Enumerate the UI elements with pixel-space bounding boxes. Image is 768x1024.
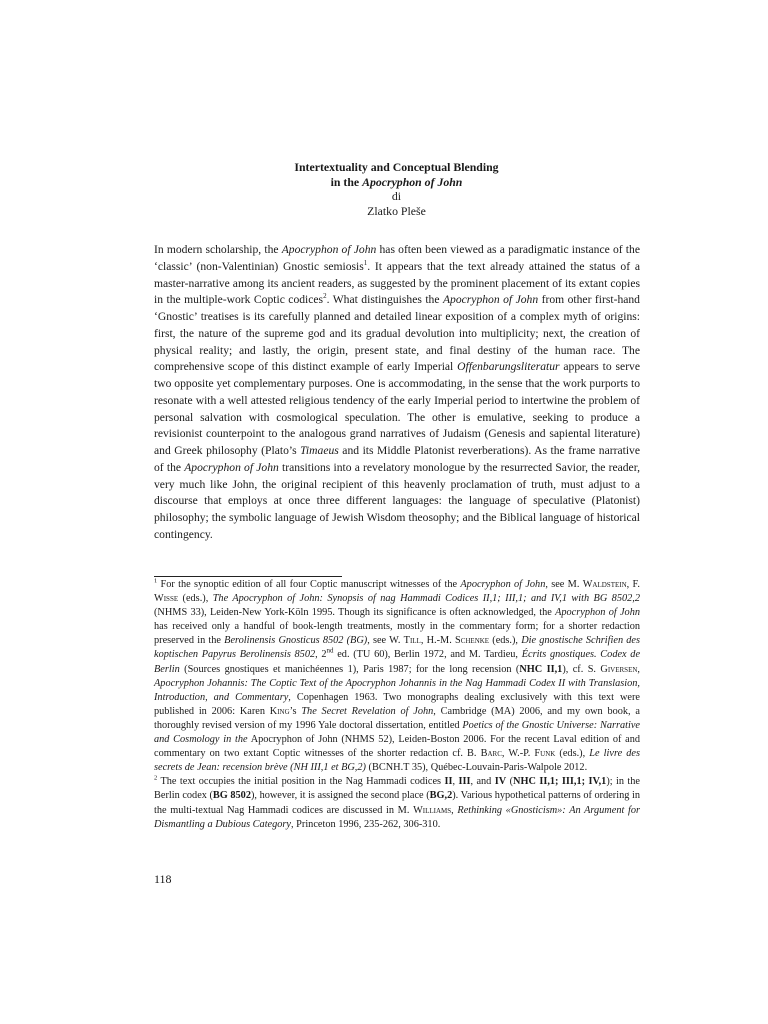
footnote-ref-1[interactable]: 1: [363, 258, 368, 267]
footnotes: [154, 578, 640, 832]
footnote-ref-2[interactable]: 2: [323, 292, 327, 301]
footnote-2: $^2$ The text occupies the initial position in the Nag Hammadi codices II, III, and IV (NHC II,1; III,1; IV,1); in the Berlin codex (BG 8502), however, it is assigned the second place (BG,2). Various hypothetical patterns of ordering in the multi-textual Nag Hammadi codices are discussed in M. Williams, Rethinking «Gnosticism»: An Argument for Dismantling a Dubious Category, Princeton 1996, 235-262, 306-310.: [154, 774, 641, 830]
article-title-line2: in the Apocryphon of John: [330, 174, 463, 189]
author-name: Zlatko Pleše: [367, 203, 426, 218]
footnote-divider: [154, 576, 342, 577]
author-preposition: di: [391, 189, 402, 203]
footnote-1: $^1$ For the synoptic edition of all four Coptic manuscript witnesses of the Apocryphon of John, see M. Waldstein, F. Wisse (eds.), The Apocryphon of John: Synopsis of nag Hammadi Codices II,1; III,1; and IV,1 with BG 8502,2 (NHMS 33), Leiden-New York-Köln 1995. Though its significance is often acknowledged, the Apocryphon of John has received only a handful of book-length treatments, mostly in the commentary form; for a shorter redaction preserved in the Berolinensis Gnosticus 8502 (BG), see W. Till, H.-M. Schenke (eds.), Die gnostische Schrifien des koptischen Papyrus Berolinensis 8502, 2nd ed. (TU 60), Berlin 1972, and M. Tardieu, Écrits gnostiques. Codex de Berlin (Sources gnostiques et manichéennes 1), Paris 1987; for the long recension (NHC II,1), cf. S. Giversen, Apocryphon Johannis: The Coptic Text of the Apocryphon Johannis in the Nag Hammadi Codex II with Translasion, Introduction, and Commentary, Copenhagen 1963. Two monographs dealing exclusively with this text were published in 2006: Karen King’s The Secret Revelation of John, Cambridge (MA) 2006, and my own book, a thoroughly revised version of my 1996 Yale doctoral dissertation, entitled Poetics of the Gnostic Universe: Narrative and Cosmology in the Apocryphon of John (NHMS 52), Leiden-Boston 2006. For the recent Laval edition of and commentary on two extant Coptic witnesses of the shorter redaction cf. B. Barc, W.-P. Funk (eds.), Le livre des secrets de Jean: recension brève (NH III,1 et BG,2) (BCNH.T 35), Québec-Louvain-Paris-Walpole 2012.: [154, 577, 641, 774]
article-heading: [154, 160, 639, 218]
page-number: 118: [154, 872, 172, 886]
body-paragraph: In modern scholarship, the Apocryphon of John has often been viewed as a paradigmatic instance of the ‘classic’ (non-Valentinian) Gnostic semiosis$^1$. It appears that the text already attained the status of a master-narrative among its ancient readers, as suggested by the prominent placement of its extant copies in the multiple-work Coptic codices$^2$. What distinguishes the Apocryphon of John from other first-hand ‘Gnostic’ treatises is its carefully planned and detailed linear exposition of a complex myth of origins: first, the nature of the supreme god and its gradual devolution into multiplicity; next, the creation of physical reality; and lastly, the origin, present state, and final destiny of the human race. The comprehensive scope of this distinct example of early Imperial Offenbarungsliteratur appears to serve two opposite yet complementary purposes. One is accommodating, in the sense that the work purports to resonate with a well attested religious tendency of the early Imperial period to intertwine the problem of personal salvation with cosmological speculation. The other is emulative, seeking to produce a revisionist counterpoint to the analogous grand narratives of Judaism (Genesis and sapiental literature) and Greek philosophy (Plato’s Timaeus and its Middle Platonist reverberations). As the frame narrative of the Apocryphon of John transitions into a revelatory monologue by the resurrected Savior, the reader, very much like John, the original recipient of this heavenly proclamation of truth, must adjust to a discourse that employs at once three different languages: the language of speculative (Platonist) philosophy; the symbolic language of Jewish Wisdom theosophy; and the Biblical language of historical contingency.: [154, 243, 640, 541]
article-title: Intertextuality and Conceptual Blending: [294, 160, 499, 174]
